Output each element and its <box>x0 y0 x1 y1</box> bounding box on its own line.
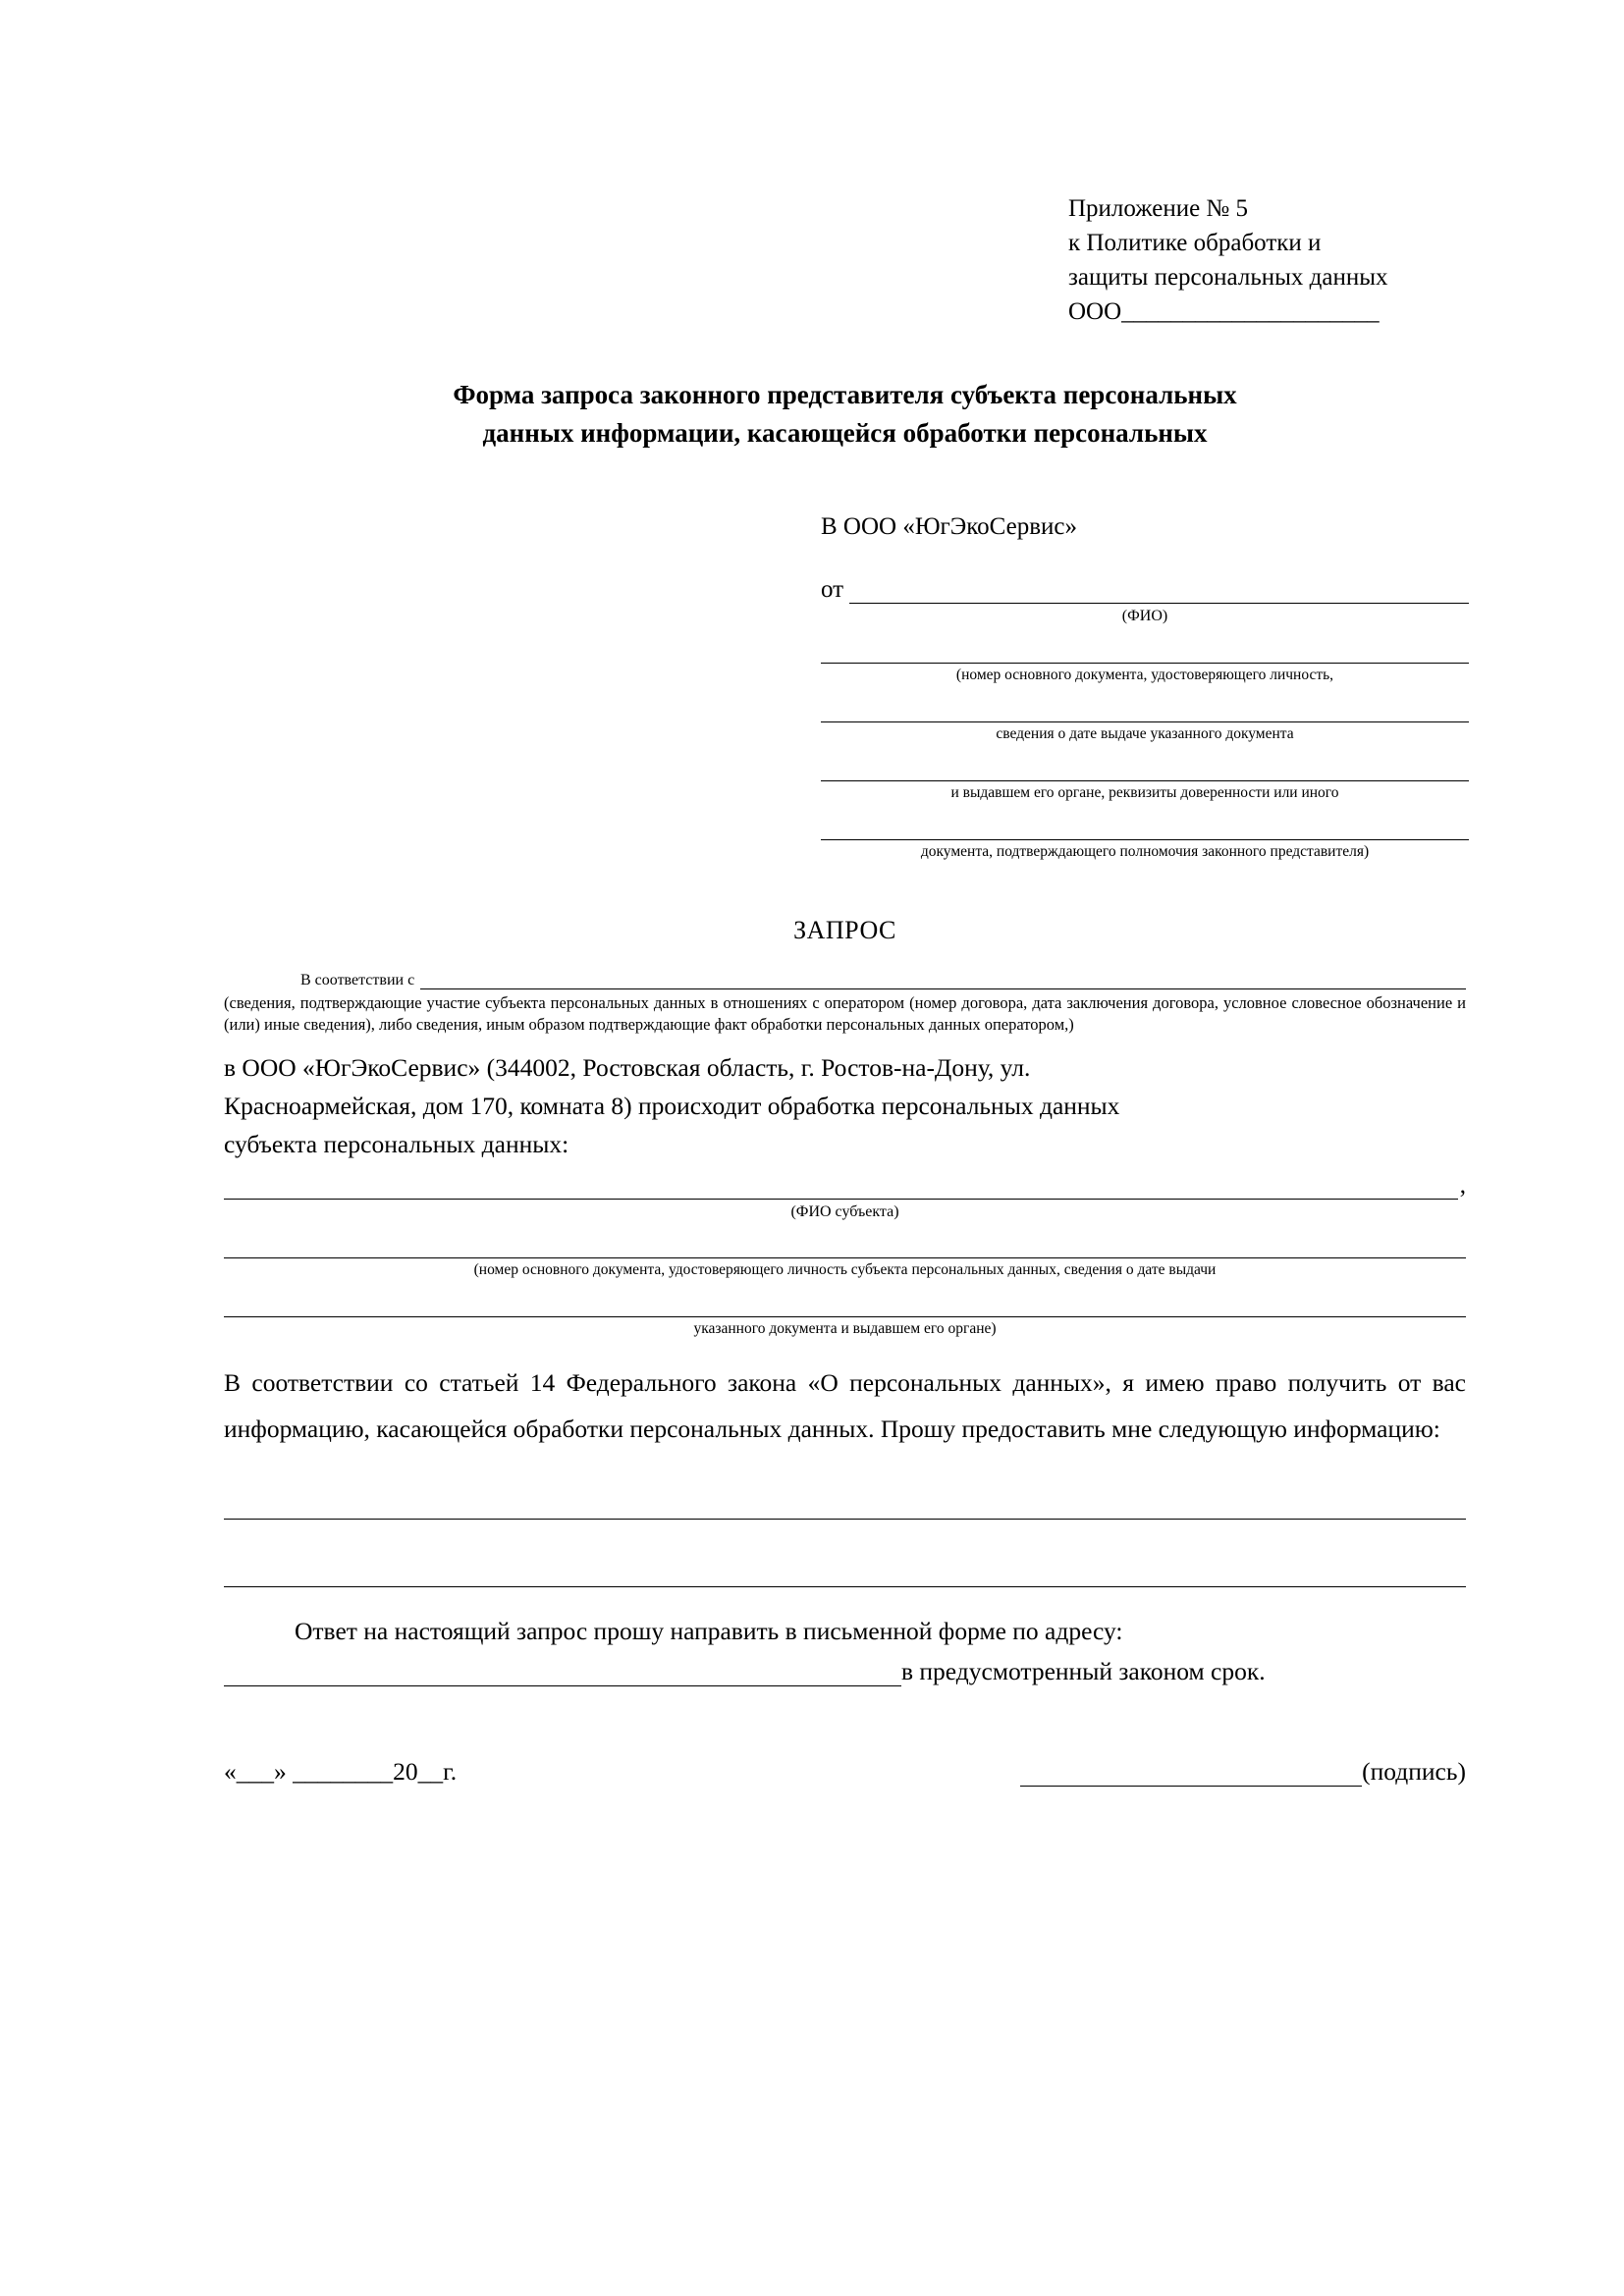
addressee-organization: В ООО «ЮгЭкоСервис» <box>821 513 1078 541</box>
appendix-company-blank: ООО_____________________ <box>1068 298 1380 325</box>
signature-row <box>224 1757 1466 1787</box>
organization-paragraph-line1: в ООО «ЮгЭкоСервис» (344002, Ростовская область, г. Ростов-на-Дону, ул. <box>224 1053 1031 1083</box>
doc-powers-input[interactable] <box>821 814 1469 840</box>
in-accordance-row <box>224 963 1466 989</box>
addressee-block <box>821 513 1469 862</box>
from-name-input[interactable] <box>849 577 1469 604</box>
caption-doc-powers: документа, подтверждающего полномочия законного представителя) <box>920 842 1370 860</box>
request-heading: ЗАПРОС <box>793 915 896 944</box>
subject-doc-input1[interactable] <box>224 1232 1466 1258</box>
answer-address-row <box>224 1657 1466 1686</box>
caption-fio: (ФИО) <box>1121 608 1168 625</box>
info-gap <box>224 1452 1466 1487</box>
doc-date-input[interactable] <box>821 696 1469 722</box>
appendix-policy-line2: защиты персональных данных <box>1068 264 1388 291</box>
from-row <box>821 576 1469 604</box>
info-input1[interactable] <box>224 1493 1466 1520</box>
answer-paragraph: Ответ на настоящий запрос прошу направить в письменной форме по адресу: <box>295 1617 1123 1646</box>
doc-organ-input[interactable] <box>821 755 1469 781</box>
organization-paragraph-line2: Красноармейская, дом 170, комната 8) происходит обработка персональных данных <box>224 1092 1120 1121</box>
appendix-policy-line1: к Политике обработки и <box>1068 230 1322 256</box>
appendix-number: Приложение № 5 <box>1068 195 1249 222</box>
doc-number-input[interactable] <box>821 637 1469 664</box>
doc-number-row <box>821 637 1469 664</box>
signature-field-group <box>1020 1757 1466 1787</box>
subject-fio-block <box>224 1172 1466 1340</box>
caption-doc-date: сведения о дате выдаче указанного документа <box>996 724 1294 742</box>
organization-paragraph <box>224 1049 1466 1163</box>
caption-doc-number: (номер основного документа, удостоверяющего личность, <box>955 666 1334 683</box>
in-accordance-label: В соответствии с <box>300 971 415 988</box>
subject-doc-input2[interactable] <box>224 1291 1466 1317</box>
date-field[interactable]: «___» ________20__г. <box>224 1756 458 1786</box>
doc-date-row <box>821 696 1469 722</box>
caption-subject-doc1: (номер основного документа, удостоверяющего личность субъекта персональных данных, сведения о дате выдачи <box>473 1261 1217 1279</box>
organization-paragraph-line3: субъекта персональных данных: <box>224 1129 569 1158</box>
document-content <box>224 191 1466 1787</box>
caption-subject-fio: (ФИО субъекта) <box>790 1202 899 1220</box>
subject-doc-row1 <box>224 1232 1466 1258</box>
fine-print-basis: (сведения, подтверждающие участие субъекта персональных данных в отношениях с оператором (номер договора, дата заключения договора, условное словесное обозначение и (или) иные сведения), либо сведения, иным образом подтверждающие факт обработки персональных данных оператором,) <box>224 992 1466 1034</box>
doc-organ-row <box>821 755 1469 781</box>
subject-fio-input[interactable] <box>224 1173 1458 1200</box>
signature-label: (подпись) <box>1362 1756 1466 1786</box>
subject-doc-row2 <box>224 1291 1466 1317</box>
info-input2[interactable] <box>224 1561 1466 1587</box>
info-gap2 <box>224 1520 1466 1555</box>
from-label: от <box>821 576 844 604</box>
info-row2 <box>224 1561 1466 1587</box>
answer-address-input[interactable] <box>224 1660 901 1686</box>
answer-address-tail: в предусмотренный законом срок. <box>901 1656 1266 1685</box>
doc-powers-row <box>821 814 1469 840</box>
page-title <box>224 376 1466 453</box>
law-paragraph: В соответствии со статьей 14 Федерального закона «О персональных данных», я имею право получить от вас информацию, касающейся обработки персональных данных. Прошу предоставить мне следующую информацию: <box>224 1368 1466 1444</box>
page-title-line2: данных информации, касающейся обработки персональных <box>482 418 1208 449</box>
subject-fio-row <box>224 1172 1466 1200</box>
caption-doc-organ: и выдавшем его органе, реквизиты доверенности или иного <box>950 783 1339 801</box>
caption-subject-doc2: указанного документа и выдавшем его органе) <box>693 1320 997 1338</box>
signature-input[interactable] <box>1020 1762 1362 1787</box>
subject-fio-comma: , <box>1459 1171 1466 1199</box>
in-accordance-input[interactable] <box>420 963 1466 989</box>
appendix-header <box>1068 191 1481 329</box>
page-title-line1: Форма запроса законного представителя субъекта персональных <box>453 380 1237 409</box>
info-row1 <box>224 1493 1466 1520</box>
